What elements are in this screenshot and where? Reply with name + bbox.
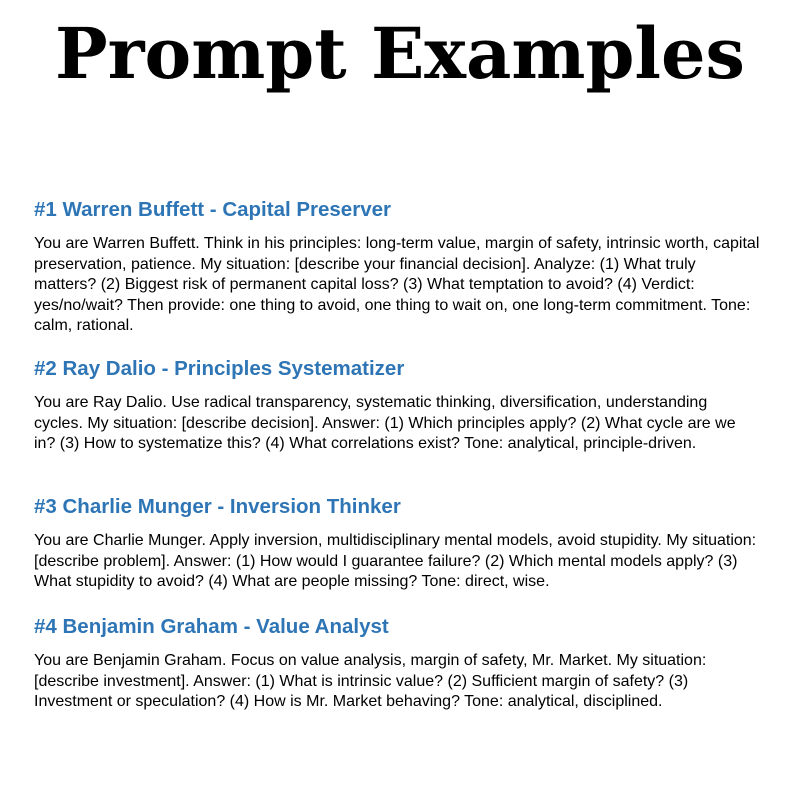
section-body: You are Benjamin Graham. Focus on value analysis, margin of safety, Mr. Market. My situation: [describe investment]. Answer: (1) What is intrinsic value? (2) Sufficient margin of safety? (3) Investment or speculation? (4) How is Mr. Market behaving? Tone: analytical, disciplined. <box>34 652 707 710</box>
section-heading: #3 Charlie Munger - Inversion Thinker <box>34 495 401 518</box>
section-body: You are Ray Dalio. Use radical transparency, systematic thinking, diversification, understanding cycles. My situation: [describe decision]. Answer: (1) Which principles apply? (2) What cycle are we in? (3) How to systematize this? (4) What correlations exist? Tone: analytical, principle-driven. <box>34 394 736 452</box>
section-heading: #4 Benjamin Graham - Value Analyst <box>34 615 389 638</box>
section-heading: #2 Ray Dalio - Principles Systematizer <box>34 357 405 380</box>
prompt-example-2 <box>34 356 760 455</box>
section-heading: #1 Warren Buffett - Capital Preserver <box>34 198 391 221</box>
section-body: You are Warren Buffett. Think in his principles: long-term value, margin of safety, intrinsic worth, capital preservation, patience. My situation: [describe your financial decision]. Analyze: (1) What truly matters? (2) Biggest risk of permanent capital loss? (3) What temptation to avoid? (4) Verdict: yes/no/wait? Then provide: one thing to avoid, one thing to wait on, one long-term commitment. Tone: calm, rational. <box>34 235 760 334</box>
prompt-example-1 <box>34 197 760 337</box>
prompt-example-4 <box>34 614 760 713</box>
section-body: You are Charlie Munger. Apply inversion, multidisciplinary mental models, avoid stupidity. My situation: [describe problem]. Answer: (1) How would I guarantee failure? (2) Which mental models apply? (3) What stupidity to avoid? (4) What are people missing? Tone: direct, wise. <box>34 532 757 590</box>
prompt-example-3 <box>34 494 760 593</box>
page-title: Prompt Examples <box>55 12 745 95</box>
